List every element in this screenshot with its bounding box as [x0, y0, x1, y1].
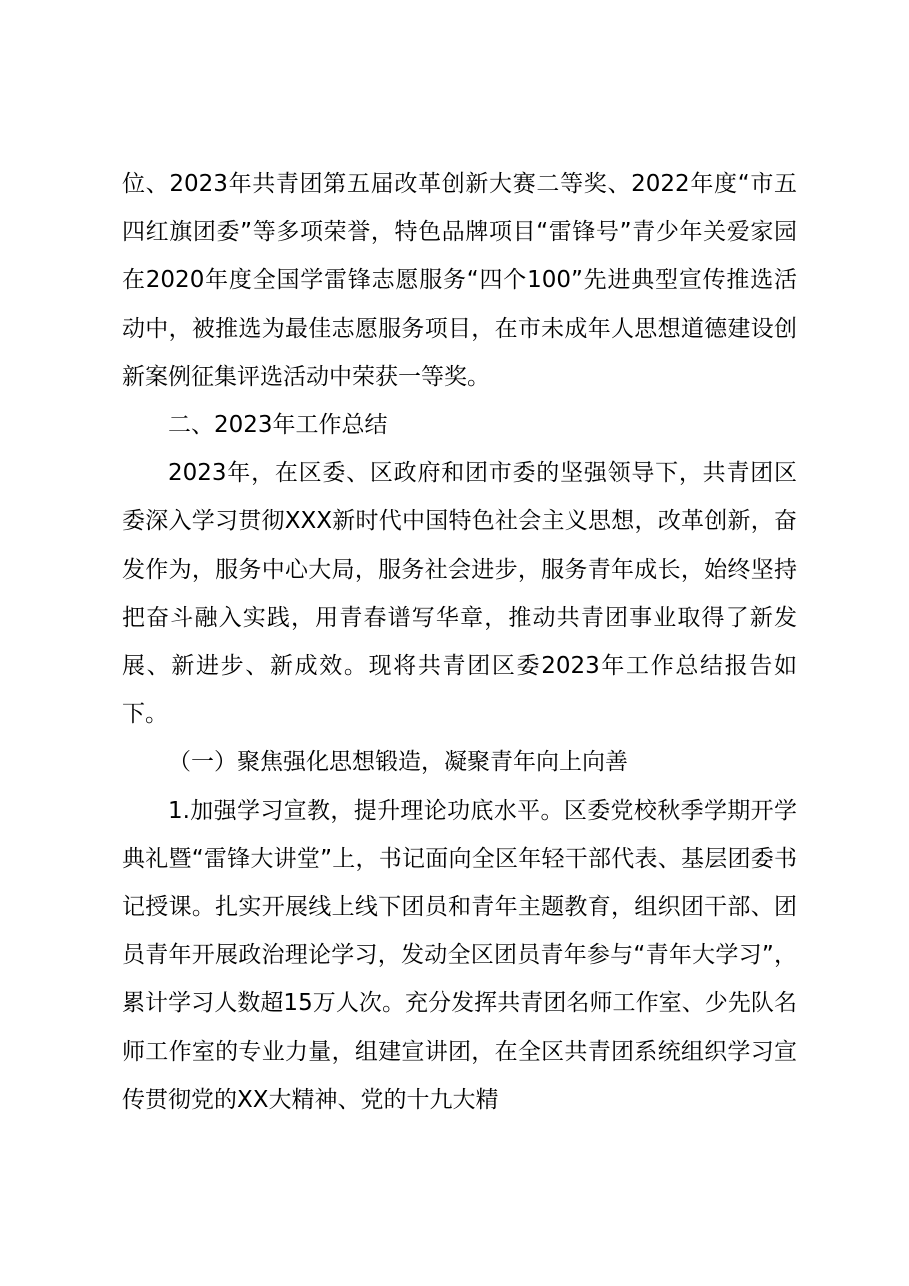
- paragraph-summary-intro: 2023年，在区委、区政府和团市委的坚强领导下，共青团区委深入学习贯彻XXX新时代中国特色社会主义思想，改革创新，奋发作为，服务中心大局，服务社会进步，服务青年成长，始终坚持把奋斗融入实践，用青春谱写华章，推动共青团事业取得了新发展、新进步、新成效。现将共青团区委2023年工作总结报告如下。: [122, 460, 797, 728]
- paragraph-study-publicity: 1.加强学习宣教，提升理论功底水平。区委党校秋季学期开学典礼暨“雷锋大讲堂”上，书记面向全区年轻干部代表、基层团委书记授课。扎实开展线上线下团员和青年主题教育，组织团干部、团员青年开展政治理论学习，发动全区团员青年参与“青年大学习”，累计学习人数超15万人次。充分发挥共青团名师工作室、少先队名师工作室的专业力量，组建宣讲团，在全区共青团系统组织学习宣传贯彻党的XX大精神、党的十九大精: [122, 797, 797, 1113]
- subsection-heading-1: （一）聚焦强化思想锻造，凝聚青年向上向善: [168, 749, 628, 776]
- document-body: [122, 160, 797, 1124]
- paragraph-continuation: 位、2023年共青团第五届改革创新大赛二等奖、2022年度“市五四红旗团委”等多项荣誉，特色品牌项目“雷锋号”青少年关爱家园在2020年度全国学雷锋志愿服务“四个100”先进典型宣传推选活动中，被推选为最佳志愿服务项目，在市未成年人思想道德建设创新案例征集评选活动中荣获一等奖。: [122, 171, 797, 390]
- section-heading-2023-summary: 二、2023年工作总结: [168, 412, 388, 439]
